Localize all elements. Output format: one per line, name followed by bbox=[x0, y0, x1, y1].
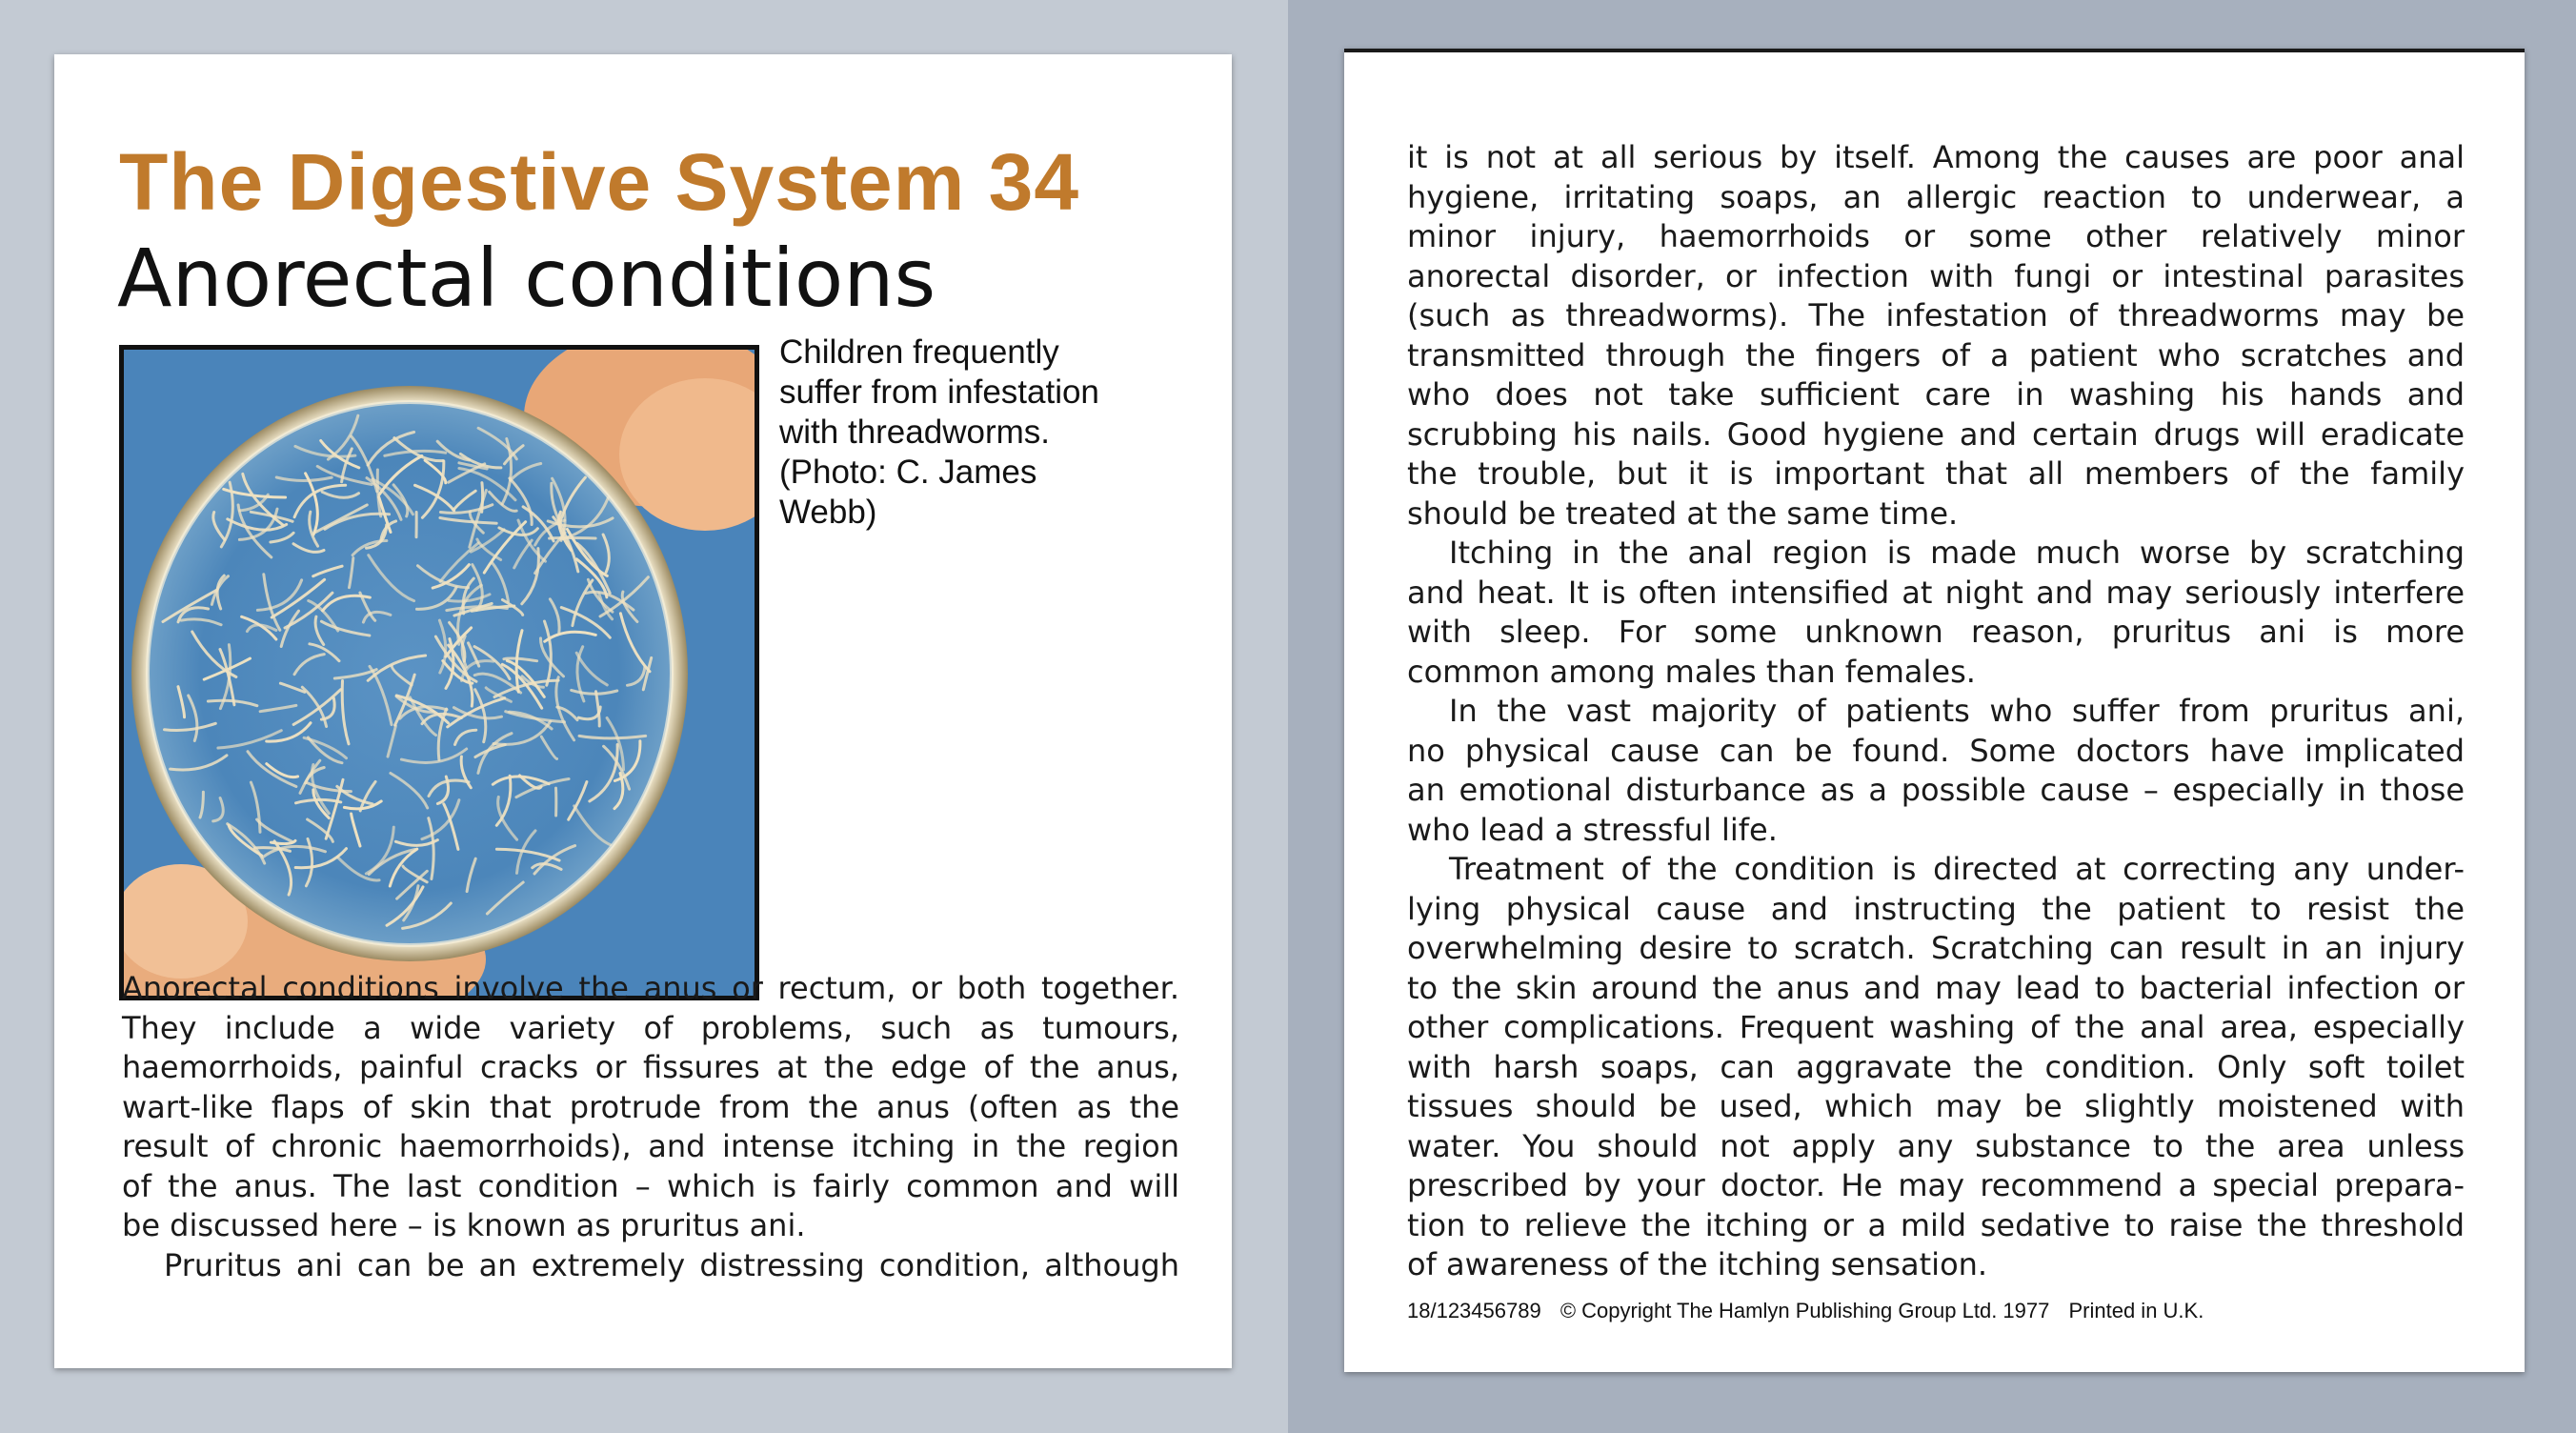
text-line: Itching in the anal region is made much worse by scratching bbox=[1449, 535, 2465, 571]
text-line: (such as threadworms). The infestation of threadworms may be bbox=[1407, 297, 2465, 333]
series-title: The Digestive System 34 bbox=[119, 137, 1080, 227]
text-line: be discussed here – is known as pruritus ani. bbox=[122, 1207, 806, 1243]
text-line: prescribed by your doctor. He may recommend a special prepara- bbox=[1407, 1167, 2465, 1203]
card-code: 18/123456789 bbox=[1407, 1299, 1541, 1322]
text-line: an emotional disturbance as a possible cause – especially in those bbox=[1407, 772, 2465, 808]
card-title: Anorectal conditions bbox=[117, 232, 936, 325]
text-line: with harsh soaps, can aggravate the condition. Only soft toilet bbox=[1407, 1048, 2465, 1085]
text-line: lying physical cause and instructing the patient to resist the bbox=[1407, 890, 2465, 927]
text-line: Treatment of the condition is directed at correcting any under- bbox=[1449, 851, 2465, 887]
text-line: anorectal disorder, or infection with fungi or intestinal parasites bbox=[1407, 257, 2465, 294]
text-line: result of chronic haemorrhoids), and intense itching in the region bbox=[122, 1128, 1179, 1164]
text-line: Anorectal conditions involve the anus or rectum, or both together. bbox=[122, 970, 1179, 1006]
text-line: transmitted through the fingers of a patient who scratches and bbox=[1407, 336, 2465, 373]
text-line: no physical cause can be found. Some doctors have implicated bbox=[1407, 732, 2465, 769]
back-body-text bbox=[1407, 138, 2465, 1285]
text-line: scrubbing his nails. Good hygiene and certain drugs will eradicate bbox=[1407, 415, 2465, 453]
text-line: the trouble, but it is important that all members of the family bbox=[1407, 455, 2465, 492]
photo-caption bbox=[779, 333, 1198, 533]
text-line: Pruritus ani can be an extremely distressing condition, although bbox=[164, 1246, 1179, 1283]
card-back bbox=[1344, 49, 2525, 1372]
text-line: water. You should not apply any substance to the area unless bbox=[1407, 1127, 2465, 1164]
caption-line: with threadworms. bbox=[779, 414, 1050, 451]
text-line: of awareness of the itching sensation. bbox=[1407, 1246, 1988, 1282]
card-front bbox=[54, 54, 1232, 1368]
text-line: it is not at all serious by itself. Among the causes are poor anal bbox=[1407, 139, 2465, 175]
text-line: with sleep. For some unknown reason, pruritus ani is more bbox=[1407, 614, 2465, 650]
petri-dish-threadworms-photo bbox=[119, 345, 759, 1000]
text-line: tissues should be used, which may be slightly moistened with bbox=[1407, 1088, 2465, 1124]
front-body-text bbox=[122, 969, 1179, 1285]
caption-line: Children frequently bbox=[779, 333, 1059, 371]
text-line: common among males than females. bbox=[1407, 653, 1976, 690]
text-line: and heat. It is often intensified at night and may seriously interfere bbox=[1407, 574, 2465, 611]
text-line: to the skin around the anus and may lead to bacterial infection or bbox=[1407, 969, 2465, 1006]
text-line: In the vast majority of patients who suffer from pruritus ani, bbox=[1449, 693, 2465, 729]
text-line: haemorrhoids, painful cracks or fissures at the edge of the anus, bbox=[122, 1049, 1179, 1085]
text-line: who does not take sufficient care in washing his hands and bbox=[1407, 376, 2465, 413]
caption-line: Webb) bbox=[779, 494, 877, 531]
copyright-footer bbox=[1407, 1299, 2217, 1323]
text-line: who lead a stressful life. bbox=[1407, 811, 1778, 848]
text-line: minor injury, haemorrhoids or some other relatively minor bbox=[1407, 218, 2465, 254]
text-line: wart-like flaps of skin that protrude from the anus (often as the bbox=[122, 1088, 1179, 1125]
text-line: hygiene, irritating soaps, an allergic reaction to underwear, a bbox=[1407, 178, 2465, 215]
text-line: overwhelming desire to scratch. Scratching can result in an injury bbox=[1407, 930, 2465, 966]
text-line: of the anus. The last condition – which is fairly common and will bbox=[122, 1167, 1179, 1204]
copyright-text: © Copyright The Hamlyn Publishing Group Ltd. 1977 bbox=[1560, 1299, 2050, 1322]
printed-in: Printed in U.K. bbox=[2068, 1299, 2204, 1322]
caption-line: suffer from infestation bbox=[779, 373, 1099, 411]
text-line: other complications. Frequent washing of the anal area, especially bbox=[1407, 1009, 2465, 1045]
caption-line: (Photo: C. James bbox=[779, 454, 1037, 491]
text-line: They include a wide variety of problems, such as tumours, bbox=[122, 1009, 1179, 1046]
text-line: should be treated at the same time. bbox=[1407, 494, 1959, 532]
text-line: tion to relieve the itching or a mild sedative to raise the threshold bbox=[1407, 1206, 2465, 1243]
